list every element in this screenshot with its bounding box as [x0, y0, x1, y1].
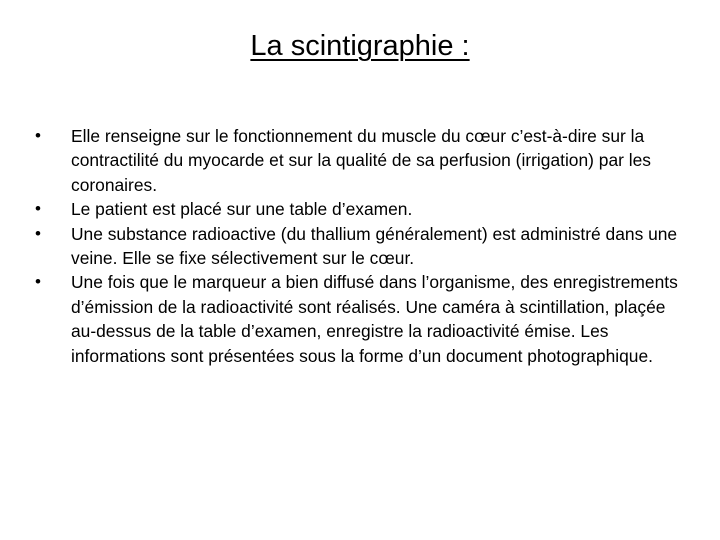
bullet-dot-icon: • [35, 126, 41, 145]
bullet-text: Une fois que le marqueur a bien diffusé dans l’organisme, des enregistrements d’émission de la radioactivité sont réalisés. Une caméra à scintillation, plaçée au-dessus de la table d’examen, enregistre la radioactivité émise. Les informations sont présentées sous la forme d’un document photographique. [71, 272, 678, 366]
bullet-item [28, 270, 688, 368]
bullet-dot-icon: • [35, 223, 41, 243]
bullet-item [28, 197, 688, 221]
bullet-text: Elle renseigne sur le fonctionnement du muscle du cœur c’est-à-dire sur la contractilité du myocarde et sur la qualité de sa perfusion (irrigation) par les coronaires. [71, 126, 651, 195]
bullet-list [28, 124, 688, 368]
bullet-dot-icon: • [35, 272, 41, 292]
bullet-dot-icon: • [35, 199, 41, 219]
bullet-item [28, 124, 688, 197]
bullet-text: Une substance radioactive (du thallium généralement) est administré dans une veine. Elle se fixe sélectivement sur le cœur. [71, 223, 678, 269]
bullet-item [28, 222, 688, 271]
slide-title [0, 26, 720, 66]
slide-title-text: La scintigraphie : [250, 30, 470, 62]
bullet-text: Le patient est placé sur une table d’examen. [71, 199, 413, 220]
